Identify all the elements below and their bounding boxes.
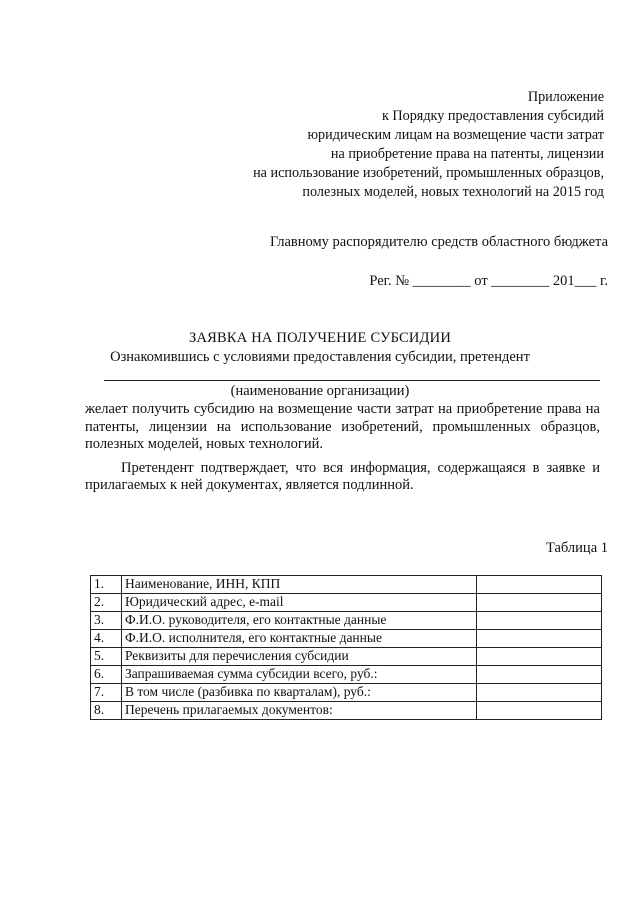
appendix-line: Приложение (527, 89, 604, 105)
table-row (91, 594, 602, 612)
table-row (91, 702, 602, 720)
appendix-line: на приобретение права на патенты, лицензии (330, 146, 604, 162)
appendix-line: к Порядку предоставления субсидий (381, 108, 604, 124)
paragraph: желает получить субсидию на возмещение части затрат на приобретение права на патенты, лицензии на использование изобретений, промышленных образцов, полезных моделей, новых технологий. (85, 401, 600, 453)
table-row (91, 630, 602, 648)
row-value (477, 648, 602, 666)
row-number: 5. (91, 648, 122, 666)
row-number: 4. (91, 630, 122, 648)
paragraph: Претендент подтверждает, что вся информация, содержащаяся в заявке и прилагаемых к ней документах, является подлинной. (85, 459, 600, 494)
row-value (477, 630, 602, 648)
row-value (477, 594, 602, 612)
row-label: Наименование, ИНН, КПП (121, 576, 476, 594)
body-text (85, 401, 600, 495)
row-label: Ф.И.О. исполнителя, его контактные данные (121, 630, 476, 648)
table-label: Таблица 1 (545, 540, 608, 556)
row-label: В том числе (разбивка по кварталам), руб.: (121, 684, 476, 702)
organization-name-line (104, 380, 600, 381)
row-label: Ф.И.О. руководителя, его контактные данные (121, 612, 476, 630)
row-value (477, 576, 602, 594)
row-label: Перечень прилагаемых документов: (121, 702, 476, 720)
row-value (477, 612, 602, 630)
row-value (477, 684, 602, 702)
row-number: 2. (91, 594, 122, 612)
row-number: 8. (91, 702, 122, 720)
row-number: 6. (91, 666, 122, 684)
row-number: 7. (91, 684, 122, 702)
row-label: Юридический адрес, e-mail (121, 594, 476, 612)
appendix-header (253, 88, 604, 202)
row-label: Реквизиты для перечисления субсидии (121, 648, 476, 666)
table-row (91, 666, 602, 684)
document-title: ЗАЯВКА НА ПОЛУЧЕНИЕ СУБСИДИИ (189, 330, 451, 346)
table-row (91, 576, 602, 594)
table-row (91, 612, 602, 630)
table-row (91, 684, 602, 702)
appendix-line: на использование изобретений, промышленных образцов, (253, 165, 604, 181)
registration-line: Рег. № ________ от ________ 201___ г. (369, 273, 608, 289)
application-table (90, 575, 602, 720)
row-value (477, 702, 602, 720)
organization-caption: (наименование организации) (230, 383, 410, 399)
row-number: 3. (91, 612, 122, 630)
row-number: 1. (91, 576, 122, 594)
row-label: Запрашиваемая сумма субсидии всего, руб.: (121, 666, 476, 684)
appendix-line: полезных моделей, новых технологий на 2015 год (302, 184, 604, 200)
addressee: Главному распорядителю средств областного бюджета (269, 234, 608, 250)
table-row (91, 648, 602, 666)
intro-line: Ознакомившись с условиями предоставления субсидии, претендент (110, 349, 530, 365)
appendix-line: юридическим лицам на возмещение части затрат (307, 127, 604, 143)
row-value (477, 666, 602, 684)
